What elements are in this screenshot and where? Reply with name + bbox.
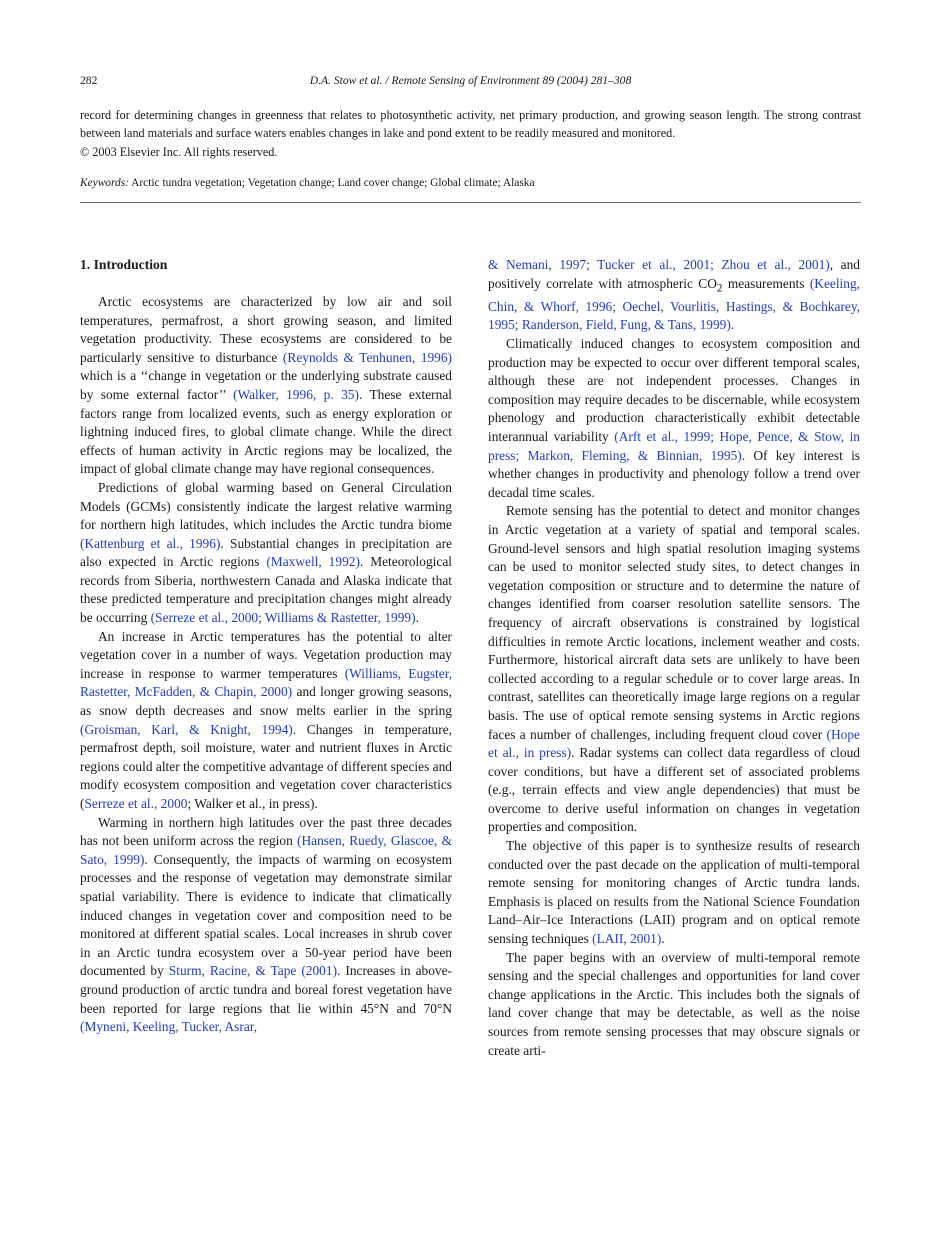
paragraph bbox=[80, 628, 452, 814]
paragraph-text: Arctic ecosystems are characterized by low air and soil temperatures, permafrost, a short growing season, and limited vegetation productivity. These ecosystems are considered to be particularly sensitive to disturbance bbox=[80, 293, 452, 365]
left-column bbox=[80, 256, 452, 1037]
paragraph-text: . Changes in temperature, permafrost depth, soil moisture, water and nutrient fluxes in Arctic regions could alter the competitive advantage of different species and modify ecosystem composition and vegetation cover characteristics ( bbox=[80, 721, 452, 812]
paragraph-text: measurements bbox=[722, 275, 810, 291]
keywords-text: Arctic tundra vegetation; Vegetation change; Land cover change; Global climate; Alaska bbox=[131, 177, 535, 189]
citation-link[interactable]: (Williams, Eugster, Rastetter, McFadden, & Chapin, 2000) bbox=[80, 665, 452, 700]
paragraph-text: The paper begins with an overview of multi-temporal remote sensing and the special challenges and opportunities for land cover change applications in the Arctic. This includes both the signals of land cover change that may be detectable, as well as the noise sources from remote sensing processes that may obscure signals or create arti- bbox=[488, 949, 860, 1058]
abstract-text: record for determining changes in greenness that relates to photosynthetic activity, net primary production, and growing season length. The strong contrast between land materials and surface waters enables changes in lake and pond extent to be readily measured and monitored. bbox=[80, 108, 861, 141]
citation-link[interactable]: (Walker, 1996, p. 35) bbox=[233, 386, 359, 402]
copyright-notice: © 2003 Elsevier Inc. All rights reserved. bbox=[80, 144, 278, 159]
paragraph-text: . bbox=[661, 931, 665, 947]
paragraph bbox=[80, 479, 452, 628]
paragraph-text: The objective of this paper is to synthesize results of research conducted over the past decade on the application of multi-temporal remote sensing for monitoring changes of Arctic tundra lands. Emphasis is placed on results from the National Science Foundation Land–Air–Ice Interactions (LAII) program and on optical remote sensing techniques bbox=[488, 838, 860, 947]
paragraph bbox=[488, 502, 860, 837]
page-number: 282 bbox=[80, 74, 98, 87]
citation-link[interactable]: (Kattenburg et al., 1996) bbox=[80, 535, 221, 551]
paragraph bbox=[80, 293, 452, 479]
section-heading-introduction: 1. Introduction bbox=[80, 257, 168, 272]
citation-link[interactable]: (Hansen, Ruedy, Glascoe, & Sato, 1999) bbox=[80, 833, 452, 867]
header-divider bbox=[80, 202, 861, 203]
paragraph-text: Climatically induced changes to ecosystem composition and production may be expected to occur over different temporal scales, although these are not independent processes. Changes in composition may require decades to be discernable, while ecosystem phenology and production characteristically exhibit detectable interannual variability bbox=[488, 336, 860, 445]
citation-link[interactable]: (Groisman, Karl, & Knight, 1994) bbox=[80, 721, 293, 737]
paragraph-text: . Substantial changes in precipitation are also expected in Arctic regions bbox=[80, 535, 452, 570]
paragraph-text: Predictions of global warming based on General Circulation Models (GCMs) consistently indicate the largest relative warming for northern high latitudes, which includes the Arctic tundra biome bbox=[80, 479, 452, 533]
paragraph bbox=[488, 949, 860, 1061]
paragraph-text: . Meteorological records from Siberia, northwestern Canada and Alaska indicate that these predicted temperature and precipitation changes might already be occurring bbox=[80, 554, 452, 626]
abstract-continuation bbox=[80, 106, 861, 161]
paragraph-text: , and positively correlate with atmospheric CO bbox=[488, 257, 860, 291]
paragraph-text: . bbox=[730, 317, 735, 333]
citation-link[interactable]: Serreze et al., 2000 bbox=[84, 796, 188, 812]
paragraph bbox=[488, 837, 860, 949]
citation-link[interactable]: (Reynolds & Tenhunen, 1996) bbox=[282, 349, 452, 365]
citation-link[interactable]: (Serreze et al., 2000; Williams & Rastetter, 1999) bbox=[150, 610, 416, 626]
citation-link[interactable]: (Arft et al., 1999; Hope, Pence, & Stow, in press; Markon, Fleming, & Binnian, 1995) bbox=[488, 429, 860, 463]
paragraph-text: . Consequently, the impacts of warming on ecosystem processes and the response of vegetation may demonstrate similar spatial variability. There is evidence to indicate that climatically induced changes in vegetation cover and composition need to be monitored at different spatial scales. Local increases in shrub cover in an Arctic tundra ecosystem over a 50-year period have been documented by bbox=[80, 851, 452, 979]
paragraph-text: and longer growing seasons, as snow depth decreases and snow melts earlier in the spring bbox=[80, 684, 452, 719]
paragraph-text: . These external factors range from localized events, such as energy exploration or lightning induced fires, to global climate change. While the direct effects of human activity in Arctic regions may be localized, the impact of global climate change may have regional consequences. bbox=[80, 386, 452, 477]
paragraph-continued bbox=[488, 256, 860, 335]
journal-reference: D.A. Stow et al. / Remote Sensing of Environment 89 (2004) 281–308 bbox=[309, 74, 632, 87]
citation-link[interactable]: (LAII, 2001) bbox=[592, 931, 662, 947]
running-head bbox=[80, 72, 861, 90]
paragraph-text: . Of key interest is whether changes in productivity and phenology follow a trend over decadal time scales. bbox=[488, 447, 860, 500]
paragraph-text: which is a ‘‘change in vegetation or the underlying substrate caused by some external factor’’ bbox=[80, 368, 452, 402]
citation-link[interactable]: (Keeling, Chin, & Whorf, 1996; Oechel, Vourlitis, Hastings, & Bochkarey, 1995; Randerson, Field, Fung, & Tans, 1999) bbox=[488, 275, 861, 333]
keywords-label: Keywords: bbox=[80, 177, 129, 189]
paragraph bbox=[488, 335, 860, 502]
paragraph bbox=[80, 814, 452, 1037]
subscript: 2 bbox=[716, 282, 723, 295]
paragraph-text: ; Walker et al., in press). bbox=[187, 796, 318, 812]
paragraph-text: Remote sensing has the potential to detect and monitor changes in Arctic vegetation at a variety of spatial and temporal scales. Ground-level sensors and high spatial resolution imaging systems can be used to monitor selected study sites, to detect changes in vegetation composition or structure and to determine the nature of changes identified from coarser resolution satellite sensors. The frequency of aircraft observations is constrained by logistical difficulties in remote Arctic locations, inclement weather and costs. Furthermore, historical aircraft data sets are unlikely to have been collected according to a regular schedule or to cover large areas. In contrast, satellites can theoretically image large regions on a regular basis. The use of optical remote sensing systems in Arctic regions faces a number of challenges, including frequent cloud cover bbox=[488, 503, 860, 742]
keywords bbox=[80, 175, 861, 191]
citation-link[interactable]: (Maxwell, 1992) bbox=[266, 554, 360, 570]
citation-link[interactable]: & Nemani, 1997; Tucker et al., 2001; Zhou et al., 2001) bbox=[488, 257, 830, 272]
paragraph-text: . bbox=[415, 610, 419, 626]
citation-link[interactable]: (Myneni, Keeling, Tucker, Asrar, bbox=[80, 1019, 258, 1035]
paragraph-text: . Increases in above-ground production of arctic tundra and boreal forest vegetation have been reported for large regions that lie within 45°N and 70°N bbox=[80, 963, 452, 1016]
paragraph-text: . Radar systems can collect data regardless of cloud cover conditions, but have a different set of associated problems (e.g., terrain effects and view angle dependencies) that must be overcome to derive useful information on changes in vegetation properties and composition. bbox=[488, 745, 860, 835]
paragraph-text: Warming in northern high latitudes over the past three decades has not been uniform across the region bbox=[80, 814, 452, 849]
citation-link[interactable]: (Hope et al., in press) bbox=[488, 726, 860, 761]
right-column bbox=[488, 256, 860, 1060]
citation-link[interactable]: Sturm, Racine, & Tape (2001) bbox=[168, 963, 338, 979]
paragraph-text: An increase in Arctic temperatures has the potential to alter vegetation cover in a number of ways. Vegetation production may increase in response to warmer temperatures bbox=[80, 628, 452, 681]
